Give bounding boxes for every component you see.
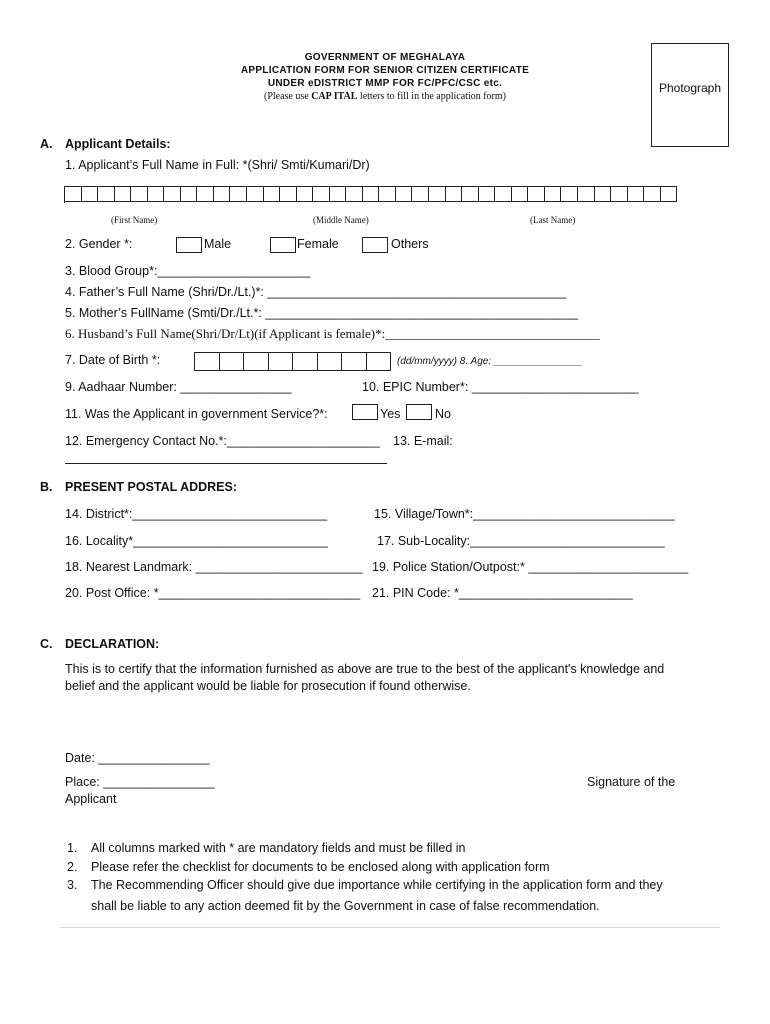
q12-emergency-contact-field[interactable]: 12. Emergency Contact No.*:______________________ (65, 434, 380, 448)
footer-divider (60, 927, 720, 928)
q10-epic-field[interactable]: 10. EPIC Number*: ________________________ (362, 380, 639, 394)
q20-post-office-field[interactable]: 20. Post Office: *_____________________________ (65, 586, 361, 600)
photograph-label: Photograph (658, 81, 722, 95)
dob-format-and-age-field[interactable]: (dd/mm/yyyy) 8. Age: ________________ (397, 356, 583, 367)
signature-label-line1: Signature of the (587, 775, 676, 789)
section-b-letter: B. (40, 480, 53, 494)
dob-input-grid[interactable] (194, 352, 391, 371)
photograph-box[interactable] (651, 43, 729, 147)
q9-aadhaar-field[interactable]: 9. Aadhaar Number: ________________ (65, 380, 292, 394)
q4-father-name-field[interactable]: 4. Father’s Full Name (Shri/Dr./Lt.)*: ___________________________________________ (65, 285, 567, 299)
email-underline[interactable] (65, 463, 387, 464)
q18-landmark-field[interactable]: 18. Nearest Landmark: ________________________ (65, 560, 363, 574)
note-item: 1. All columns marked with * are mandatory fields and must be filled in (67, 841, 466, 855)
last-name-caption: (Last Name) (530, 215, 576, 225)
q21-pin-code-field[interactable]: 21. PIN Code: *_________________________ (372, 586, 633, 600)
gender-male-checkbox[interactable] (176, 237, 202, 253)
declaration-text-line2: belief and the applicant would be liable for prosecution if found otherwise. (65, 679, 471, 693)
note-item-continuation: shall be liable to any action deemed fit by the Government in case of false recommendation. (91, 899, 600, 913)
section-a-letter: A. (40, 137, 53, 151)
q14-district-field[interactable]: 14. District*:____________________________ (65, 507, 328, 521)
gender-male-label: Male (204, 237, 232, 251)
signature-label-line2: Applicant (65, 792, 117, 806)
q1-full-name-label: 1. Applicant’s Full Name in Full: *(Shri/ Smti/Kumari/Dr) (65, 158, 370, 172)
gender-female-checkbox[interactable] (270, 237, 296, 253)
q2-gender-label: 2. Gender *: (65, 237, 133, 251)
q11-govt-service-label: 11. Was the Applicant in government Service?*: (65, 407, 328, 421)
q15-village-field[interactable]: 15. Village/Town*:_____________________________ (374, 507, 675, 521)
section-b-title: PRESENT POSTAL ADDRES: (65, 480, 238, 494)
govt-service-no-label: No (435, 407, 451, 421)
form-title: APPLICATION FORM FOR SENIOR CITIZEN CERTIFICATE (240, 65, 530, 76)
place-field[interactable]: Place: ________________ (65, 775, 215, 789)
gender-others-label: Others (391, 237, 429, 251)
govt-service-yes-checkbox[interactable] (352, 404, 378, 420)
date-field[interactable]: Date: ________________ (65, 751, 210, 765)
q5-mother-name-field[interactable]: 5. Mother’s FullName (Smti/Dr./Lt.*: _____________________________________________ (65, 306, 579, 320)
q16-locality-field[interactable]: 16. Locality*____________________________ (65, 534, 328, 548)
note-item: 2. Please refer the checklist for documents to be enclosed along with application form (67, 860, 550, 874)
q3-blood-group-field[interactable]: 3. Blood Group*:______________________ (65, 264, 311, 278)
q7-dob-label: 7. Date of Birth *: (65, 353, 161, 367)
middle-name-caption: (Middle Name) (313, 215, 369, 225)
form-subtitle: UNDER eDISTRICT MMP FOR FC/PFC/CSC etc. (267, 78, 503, 89)
section-a-title: Applicant Details: (65, 137, 171, 151)
govt-service-yes-label: Yes (380, 407, 401, 421)
first-name-caption: (First Name) (111, 215, 158, 225)
full-name-input-grid[interactable] (64, 186, 677, 203)
declaration-text-line1: This is to certify that the information furnished as above are true to the best of the applicant's knowledge and (65, 662, 665, 676)
govt-service-no-checkbox[interactable] (406, 404, 432, 420)
q13-email-label: 13. E-mail: (393, 434, 453, 448)
gender-female-label: Female (297, 237, 339, 251)
section-c-title: DECLARATION: (65, 637, 160, 651)
q6-husband-name-field[interactable]: 6. Husband’s Full Name(Shri/Dr/Lt)(if Applicant is female)*:_________________________________ (65, 326, 600, 341)
form-govt-title: GOVERNMENT OF MEGHALAYA (304, 52, 466, 63)
note-item: 3. The Recommending Officer should give due importance while certifying in the application form and they (67, 878, 663, 892)
q19-police-station-field[interactable]: 19. Police Station/Outpost:* _______________________ (372, 560, 689, 574)
q17-sub-locality-field[interactable]: 17. Sub-Locality:____________________________ (377, 534, 665, 548)
capital-letters-note: (Please use CAP ITAL letters to fill in the application form) (263, 91, 506, 102)
section-c-letter: C. (40, 637, 53, 651)
gender-others-checkbox[interactable] (362, 237, 388, 253)
